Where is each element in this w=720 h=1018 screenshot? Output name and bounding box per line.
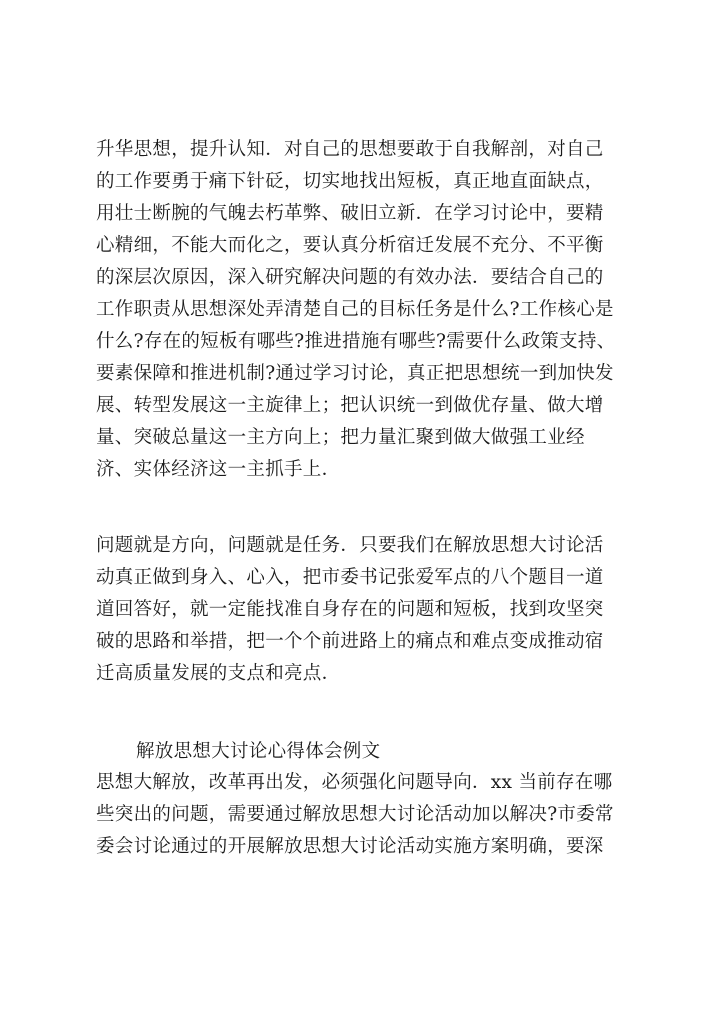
text-line: 量、突破总量这一主方向上；把力量汇聚到做大做强工业经 [96,427,585,448]
text-line: 展、转型发展这一主旋律上；把认识统一到做优存量、做大增 [96,395,604,416]
text-line: 心精细，不能大而化之，要认真分析宿迁发展不充分、不平衡 [96,235,604,256]
text-line: 济、实体经济这一主抓手上． [96,459,341,480]
text-line: 动真正做到身入、心入，把市委书记张爱军点的八个题目一道 [96,567,604,588]
text-line: 升华思想，提升认知．对自己的思想要敢于自我解剖，对自己 [96,139,604,160]
text-line: 问题就是方向，问题就是任务．只要我们在解放思想大讨论活 [96,535,604,556]
section-heading: 解放思想大讨论心得体会例文 [136,741,381,762]
text-line: 迁高质量发展的支点和亮点． [96,663,341,684]
text-line: 的工作要勇于痛下针砭，切实地找出短板，真正地直面缺点， [96,171,604,192]
text-line: 思想大解放，改革再出发，必须强化问题导向．xx 当前存在哪 [96,772,613,793]
text-line: 要素保障和推进机制?通过学习讨论，真正把思想统一到加快发 [96,363,614,384]
text-line: 什么?存在的短板有哪些?推进措施有哪些?需要什么政策支持、 [96,331,616,352]
text-line: 工作职责从思想深处弄清楚自己的目标任务是什么?工作核心是 [96,299,614,320]
text-line: 道回答好，就一定能找准自身存在的问题和短板，找到攻坚突 [96,599,604,620]
text-line: 些突出的问题，需要通过解放思想大讨论活动加以解决?市委常 [96,804,614,825]
text-line: 破的思路和举措，把一个个前进路上的痛点和难点变成推动宿 [96,631,604,652]
text-line: 用壮士断腕的气魄去朽革弊、破旧立新．在学习讨论中，要精 [96,203,604,224]
text-line: 委会讨论通过的开展解放思想大讨论活动实施方案明确，要深 [96,836,604,857]
text-line: 的深层次原因，深入研究解决问题的有效办法．要结合自己的 [96,267,604,288]
